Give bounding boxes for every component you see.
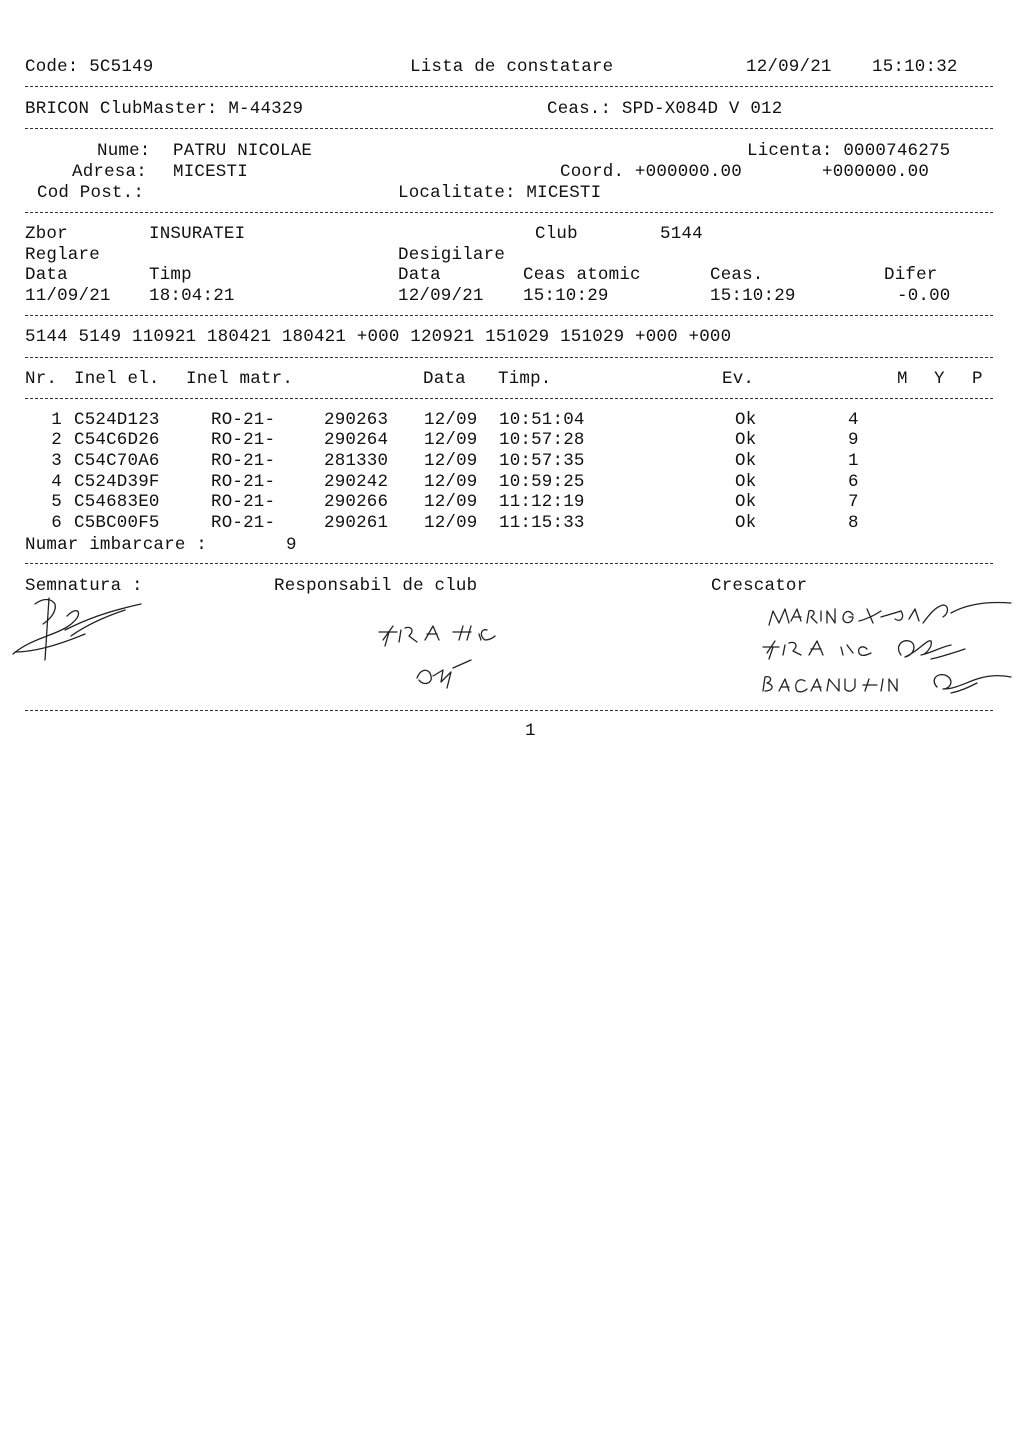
col-inel-el: Inel el. [74,369,160,389]
row-date: 12/09 [424,410,478,430]
row-date: 12/09 [424,492,478,512]
page-number: 1 [525,721,536,741]
row-prefix: RO-21- [211,513,276,533]
col-data: Data [423,369,466,389]
col-p: P [972,369,983,389]
row-m: 1 [848,451,859,471]
name-label: Nume: [97,141,151,161]
row-time: 11:15:33 [499,513,585,533]
row-prefix: RO-21- [211,430,276,450]
row-m: 4 [848,410,859,430]
club-responsible-label: Responsabil de club [274,576,478,596]
col-y: Y [934,369,945,389]
row-ev: Ok [735,472,757,492]
row-date: 12/09 [424,513,478,533]
divider [25,315,993,316]
divider [25,128,993,129]
row-inel-el: C54C70A6 [74,451,160,471]
breeder-signatures [755,595,1017,715]
row-ev: Ok [735,451,757,471]
boarding-count: 9 [286,535,297,555]
coordinates: Coord. +000000.00 [560,162,742,182]
row-matr: 290266 [324,492,389,512]
code-line: 5144 5149 110921 180421 180421 +000 120921 151029 151029 +000 +000 [25,327,732,347]
row-m: 9 [848,430,859,450]
difer-value: -0.00 [897,286,951,306]
row-nr: 2 [51,430,62,450]
zbor-value: INSURATEI [149,224,246,244]
reg-date-label: Data [25,265,68,285]
row-nr: 3 [51,451,62,471]
reg-date: 11/09/21 [25,286,111,306]
row-nr: 4 [51,472,62,492]
report-date: 12/09/21 [746,57,832,77]
row-matr: 290263 [324,410,389,430]
clubmaster-id: BRICON ClubMaster: M-44329 [25,99,304,119]
row-nr: 6 [51,513,62,533]
row-m: 8 [848,513,859,533]
signature-label: Semnatura : [25,576,143,596]
owner-address: MICESTI [173,162,248,182]
desigilare-label: Desigilare [398,245,506,265]
coordinates-2: +000000.00 [822,162,930,182]
club-value: 5144 [660,224,703,244]
row-ev: Ok [735,492,757,512]
row-nr: 1 [51,410,62,430]
row-time: 11:12:19 [499,492,585,512]
row-m: 7 [848,492,859,512]
report-code: Code: 5C5149 [25,57,154,77]
row-m: 6 [848,472,859,492]
atomic-clock-label: Ceas atomic [523,265,641,285]
divider [25,398,993,399]
divider [25,710,993,711]
row-matr: 290264 [324,430,389,450]
row-matr: 290242 [324,472,389,492]
signature-scribble [5,590,145,665]
club-responsible-signature [375,618,525,693]
divider [25,212,993,213]
col-ev: Ev. [722,369,755,389]
report-time: 15:10:32 [872,57,958,77]
row-prefix: RO-21- [211,410,276,430]
row-inel-el: C524D39F [74,472,160,492]
boarding-label: Numar imbarcare : [25,535,207,555]
row-matr: 290261 [324,513,389,533]
club-label: Club [535,224,578,244]
reg-time-label: Timp [149,265,192,285]
clock-time: 15:10:29 [710,286,796,306]
license-number: Licenta: 0000746275 [747,141,951,161]
des-date-label: Data [398,265,441,285]
col-m: M [897,369,908,389]
postcode-label: Cod Post.: [37,183,145,203]
col-nr: Nr. [25,369,58,389]
zbor-label: Zbor [25,224,68,244]
reg-time: 18:04:21 [149,286,235,306]
row-prefix: RO-21- [211,451,276,471]
address-label: Adresa: [72,162,147,182]
breeder-label: Crescator [711,576,808,596]
locality: Localitate: MICESTI [398,183,602,203]
col-inel-matr: Inel matr. [186,369,294,389]
row-time: 10:51:04 [499,410,585,430]
report-title: Lista de constatare [410,57,614,77]
row-time: 10:59:25 [499,472,585,492]
row-date: 12/09 [424,451,478,471]
row-date: 12/09 [424,472,478,492]
row-date: 12/09 [424,430,478,450]
owner-name: PATRU NICOLAE [173,141,313,161]
divider [25,86,993,87]
difer-label: Difer [884,265,938,285]
divider [25,563,993,564]
col-timp: Timp. [498,369,552,389]
atomic-time: 15:10:29 [523,286,609,306]
row-matr: 281330 [324,451,389,471]
clock-label: Ceas. [710,265,764,285]
row-inel-el: C524D123 [74,410,160,430]
row-ev: Ok [735,410,757,430]
row-prefix: RO-21- [211,492,276,512]
row-ev: Ok [735,430,757,450]
clock-id: Ceas.: SPD-X084D V 012 [547,99,783,119]
row-time: 10:57:28 [499,430,585,450]
row-inel-el: C54683E0 [74,492,160,512]
row-inel-el: C54C6D26 [74,430,160,450]
divider [25,357,993,358]
row-inel-el: C5BC00F5 [74,513,160,533]
row-time: 10:57:35 [499,451,585,471]
row-prefix: RO-21- [211,472,276,492]
des-date: 12/09/21 [398,286,484,306]
row-nr: 5 [51,492,62,512]
reglare-label: Reglare [25,245,100,265]
row-ev: Ok [735,513,757,533]
